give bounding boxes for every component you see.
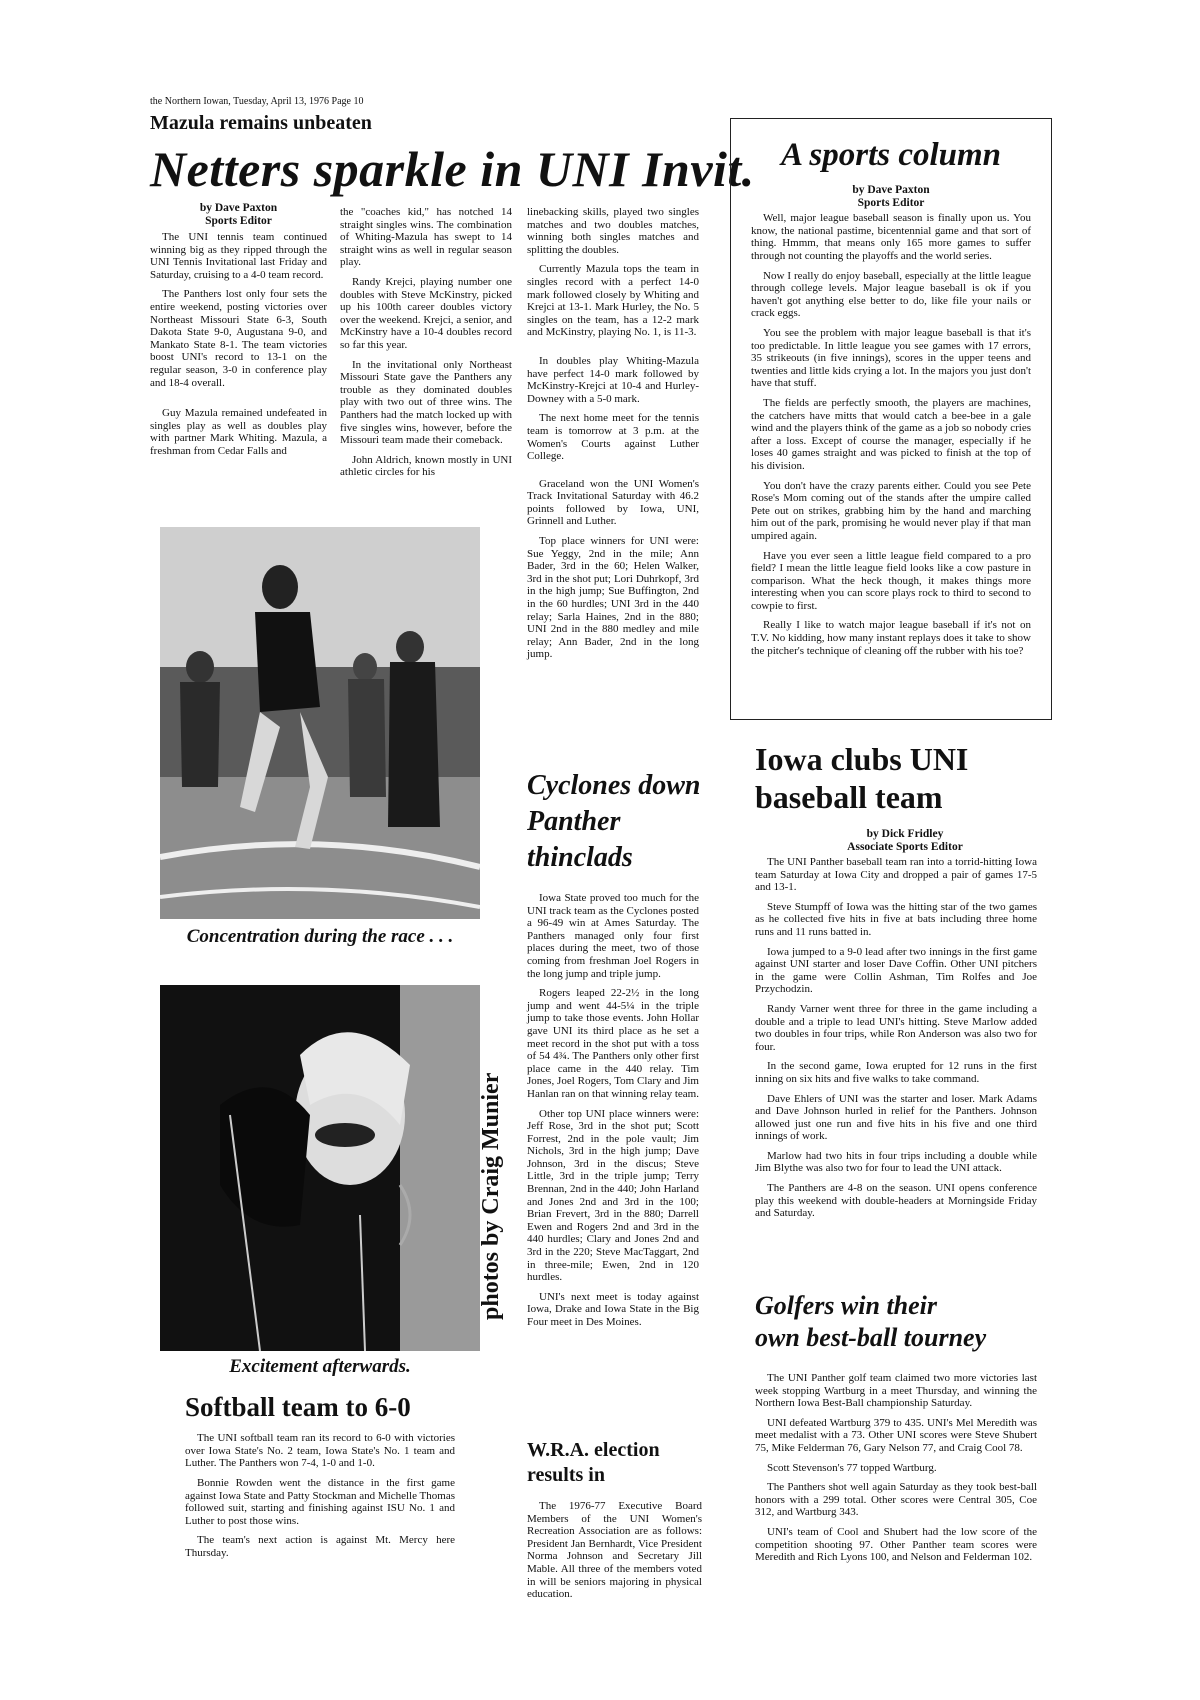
paragraph: In the second game, Iowa erupted for 12 runs in the first inning on six hits and five walks to take command. bbox=[755, 1060, 1037, 1085]
sports-column-title: A sports column bbox=[780, 137, 1002, 173]
paragraph: Scott Stevenson's 77 topped Wartburg. bbox=[767, 1461, 937, 1474]
sports-column-byline bbox=[731, 184, 1051, 210]
paragraph: the "coaches kid," has notched 14 straight singles wins. The combination of Whiting-Mazula has swept to 14 straight wins as well in regular season play. bbox=[340, 206, 512, 269]
paragraph: The next home meet for the tennis team is tomorrow at 3 p.m. at the Women's Courts against Luther College. bbox=[527, 412, 699, 463]
paragraph: Graceland won the UNI Women's Track Invitational Saturday with 46.2 points followed by Iowa, UNI, Grinnell and Luther. bbox=[527, 477, 699, 528]
paragraph: The Panthers lost only four sets the entire weekend, posting victories over Northeast Missouri State 6-3, South Dakota State 9-0, Augustana 9-0, and Mankato State 8-1. The team victories boost UNI's record to 13-1 on the regular season, 3-0 in conference play and 18-4 overall. bbox=[150, 288, 327, 389]
paragraph: Really I like to watch major league baseball if it's not on T.V. No kidding, how many instant replays does it take to show the pitcher's technique of cleaning off the rubber with his toe? bbox=[751, 619, 1031, 657]
paragraph: Randy Varner went three for three in the game including a double and a triple to lead UNI's hitting. Steve Marlow added two doubles in four trips, while Ron Anderson was also two for four. bbox=[755, 1002, 1037, 1053]
paragraph: The team's next action is against Mt. Mercy here Thursday. bbox=[185, 1534, 455, 1559]
paragraph: The Panthers are 4-8 on the season. UNI opens conference play this weekend with double-headers at Morningside Friday and Saturday. bbox=[755, 1182, 1037, 1220]
paragraph: John Aldrich, known mostly in UNI athletic circles for his bbox=[340, 453, 512, 479]
paragraph: Steve Stumpff of Iowa was the hitting star of the two games as he collected five hits in five at bats including three home runs and 11 runs batted in. bbox=[755, 900, 1037, 938]
paragraph: Dave Ehlers of UNI was the starter and loser. Mark Adams and Dave Johnson hurled in relief for the Panthers. Johnson allowed just one run and five hits in his five and one third innings of work. bbox=[755, 1092, 1037, 1143]
paragraph: Top place winners for UNI were: Sue Yeggy, 2nd in the mile; Ann Bader, 3rd in the 60; Helen Walker, 3rd in the shot put; Lori Duhrkopf, 3rd in the high jump; Sue Buffington, 2nd in the 60 hurdles; UNI 3rd in the 440 relay; Sarla Haines, 2nd in the 880; UNI 2nd in the 880 medley and mile relay; Ann Bader, 2nd in the long jump. bbox=[527, 535, 699, 661]
photo-credit: photos by Craig Munier bbox=[478, 1072, 504, 1320]
wra-article bbox=[527, 1438, 702, 1608]
cyclones-article bbox=[527, 768, 707, 1336]
paragraph: The Panthers shot well again Saturday as they took best-ball honors with a 299 total. Other scores were Central 305, Coe 312, and Wartburg 343. bbox=[755, 1481, 1037, 1519]
paragraph: Randy Krejci, playing number one doubles with Steve McKinstry, picked up his 100th career doubles victory over the weekend. Krejci, a senior, and McKinstry have a 10-4 doubles record so far this year. bbox=[340, 275, 512, 351]
photo-caption-excitement: Excitement afterwards. bbox=[229, 1356, 411, 1377]
paragraph: Other top UNI place winners were: Jeff Rose, 3rd in the shot put; Scott Forrest, 2nd in the pole vault; Jim Nichols, 3rd in the high jump; Dave Johnson, 3rd in the discus; Steve Little, 3rd in the triple jump; Terry Brennan, 2nd in the 440; John Harland and Jones 2nd and 3rd in the 100; Brian Frevert, 3rd in the 880; Darrell Ewen and Rogers 2nd and 3rd in the 440 hurdles; Clary and Jones 2nd and 3rd in the 220; Steve MacTaggart, 2nd in three-mile; Ewen, 2nd in 120 hurdles. bbox=[527, 1107, 699, 1284]
tennis-headline: Netters sparkle in UNI Invit. bbox=[150, 141, 755, 197]
paragraph: In doubles play Whiting-Mazula have perfect 14-0 mark followed by McKinstry-Krejci at 10-4 and Hurley-Downey with a 5-0 mark. bbox=[527, 354, 699, 405]
paragraph: UNI defeated Wartburg 379 to 435. UNI's Mel Meredith was meet medalist with a 73. Other UNI scores were Steve Shubert 75, Mike Felderman 76, Gary Nelson 77, and Craig Cool 78. bbox=[755, 1416, 1037, 1454]
sports-column-box bbox=[730, 118, 1052, 720]
byline-name: by Dave Paxton bbox=[199, 202, 278, 214]
paragraph: Guy Mazula remained undefeated in singles play as well as doubles play with partner Mark Whiting. Mazula, a freshman from Cedar Falls and bbox=[150, 407, 327, 457]
paragraph: UNI's team of Cool and Shubert had the low score of the competition shooting 97. Other Panther team scores were Meredith and Rich Lyons 100, and Nelson and Felderman 102. bbox=[755, 1525, 1037, 1564]
paragraph: Marlow had two hits in four trips including a double while Jim Blythe was also two for four to lead the UNI attack. bbox=[755, 1149, 1037, 1175]
paragraph: Iowa jumped to a 9-0 lead after two innings in the first game against UNI starter and loser Dave Coffin. Other UNI pitchers in the game were Collin Ashman, Tim Rolfes and Joe Przychodzin. bbox=[755, 945, 1037, 996]
golf-article bbox=[755, 1290, 1055, 1571]
tennis-kicker: Mazula remains unbeaten bbox=[150, 112, 372, 134]
photo-caption-race: Concentration during the race . . . bbox=[186, 926, 454, 947]
paragraph: Have you ever seen a little league field compared to a pro field? I mean the little league field looks like a cow pasture in comparison. What the heck though, it makes things more interesting when you can score plays rock to third to second to cowpie to first. bbox=[751, 549, 1031, 612]
folio-line: the Northern Iowan, Tuesday, April 13, 1976 Page 10 bbox=[150, 96, 364, 107]
byline-title: Sports Editor bbox=[857, 197, 925, 210]
paragraph: Iowa State proved too much for the UNI track team as the Cyclones posted a 96-49 win at Ames Saturday. The Panthers managed only four first places during the meet, two of those coming from freshman Joel Rogers in the long jump and triple jump. bbox=[527, 892, 699, 980]
paragraph: The fields are perfectly smooth, the players are machines, the catchers have mitts that would catch a bee-bee in a gale wind and the players think of the game as a job so nobody cries after a loss. Except of course the manager, especially if he loses 40 games straight and was picked to finish at the top of his division. bbox=[751, 396, 1031, 472]
byline-name: by Dave Paxton bbox=[852, 184, 930, 197]
byline-title: Associate Sports Editor bbox=[847, 841, 963, 853]
softball-article bbox=[185, 1392, 485, 1567]
paragraph: Currently Mazula tops the team in singles record with a perfect 14-0 mark followed closely by Whiting and Krejci at 13-1. Mark Hurley, the No. 5 singles on the team, has a 12-2 mark and McKinstry, playing No. 1, is 11-3. bbox=[527, 263, 699, 339]
paragraph: UNI's next meet is today against Iowa, Drake and Iowa State in the Big Four meet in Des Moines. bbox=[527, 1290, 699, 1328]
paragraph: Bonnie Rowden went the distance in the first game against Iowa State and Patty Stockman and Michelle Thomas followed suit, starting and finishing against ISU No. 1 and Luther to post those wins. bbox=[185, 1477, 455, 1527]
tennis-byline bbox=[150, 202, 327, 228]
softball-headline: Softball team to 6-0 bbox=[185, 1392, 411, 1422]
tennis-column-1 bbox=[150, 202, 327, 465]
paragraph: You don't have the crazy parents either. Could you see Pete Rose's Mom coming out of the stands after the umpire called Pete out on strikes, grabbing him by the hand and marching him out of the park, promising he would never play if that man umpired again. bbox=[751, 479, 1031, 542]
paragraph: Rogers leaped 22-2½ in the long jump and went 44-5¼ in the triple jump to take those events. John Hollar gave UNI its third place as he set a meet record in the shot put with a toss of 54 4¾. The Panthers only other first place came in the 440 relay. Tim Jones, Joel Rogers, Tom Clary and Jim Hanlan ran on that winning relay team. bbox=[527, 987, 699, 1100]
paragraph: Well, major league baseball season is finally upon us. You know, the national pastime, bicentennial game and that sort of thing. Hmmm, that means only 165 more games to suffer through not counting the playoffs and the world series. bbox=[751, 212, 1031, 263]
paragraph: Now I really do enjoy baseball, especially at the little league through college levels. Major league baseball is ok if you haven't got anything else better to do, like file your nails or crack eggs. bbox=[751, 269, 1031, 320]
golf-headline: Golfers win their own best-ball tourney bbox=[755, 1291, 987, 1352]
baseball-article bbox=[755, 740, 1055, 1227]
paragraph: The UNI tennis team continued winning big as they ripped through the UNI Tennis Invitational last Friday and Saturday, cruising to a 4-0 team record. bbox=[150, 231, 327, 281]
paragraph: In the invitational only Northeast Missouri State gave the Panthers any trouble as they dominated doubles play with two out of three wins. The Panthers had the match locked up with five singles wins, however, before the Missouri team made their comeback. bbox=[340, 358, 512, 447]
byline-title: Sports Editor bbox=[205, 215, 272, 227]
paragraph: You see the problem with major league baseball is that it's too predictable. In little league you see games with 17 errors, 35 strikeouts (in five innings), scores in the upper teens and twenties and little kids crying a lot. In the majors you just don't have that stuff. bbox=[751, 327, 1031, 390]
cyclones-headline: Cyclones down Panther thinclads bbox=[527, 770, 701, 873]
baseball-headline: Iowa clubs UNI baseball team bbox=[755, 741, 969, 815]
photo-track-race bbox=[160, 527, 480, 919]
baseball-byline bbox=[755, 828, 1055, 854]
paragraph: The 1976-77 Executive Board Members of the UNI Women's Recreation Association are as follows: President Jan Bernhardt, Vice President Norma Johnson and Secretary Jill Mable. All three of the members voted in will be seniors majoring in physical education. bbox=[527, 1500, 702, 1601]
paragraph: The UNI Panther baseball team ran into a torrid-hitting Iowa team Saturday at Iowa City and dropped a pair of games 17-5 and 13-1. bbox=[755, 856, 1037, 894]
paragraph: linebacking skills, played two singles matches and two doubles matches, winning both singles matches and splitting the doubles. bbox=[527, 206, 699, 256]
photo-excitement bbox=[160, 985, 480, 1351]
paragraph: The UNI softball team ran its record to 6-0 with victories over Iowa State's No. 2 team, Iowa State's No. 1 team and Luther. The Panthers won 7-4, 1-0 and 1-0. bbox=[185, 1432, 455, 1470]
tennis-column-3 bbox=[527, 206, 699, 668]
paragraph: The UNI Panther golf team claimed two more victories last week stopping Wartburg in a meet Thursday, and winning the Northern Iowa Best-Ball championship Saturday. bbox=[755, 1372, 1037, 1410]
wra-headline: W.R.A. election results in bbox=[527, 1439, 660, 1486]
byline-name: by Dick Fridley bbox=[866, 828, 944, 840]
tennis-column-2 bbox=[340, 206, 512, 486]
